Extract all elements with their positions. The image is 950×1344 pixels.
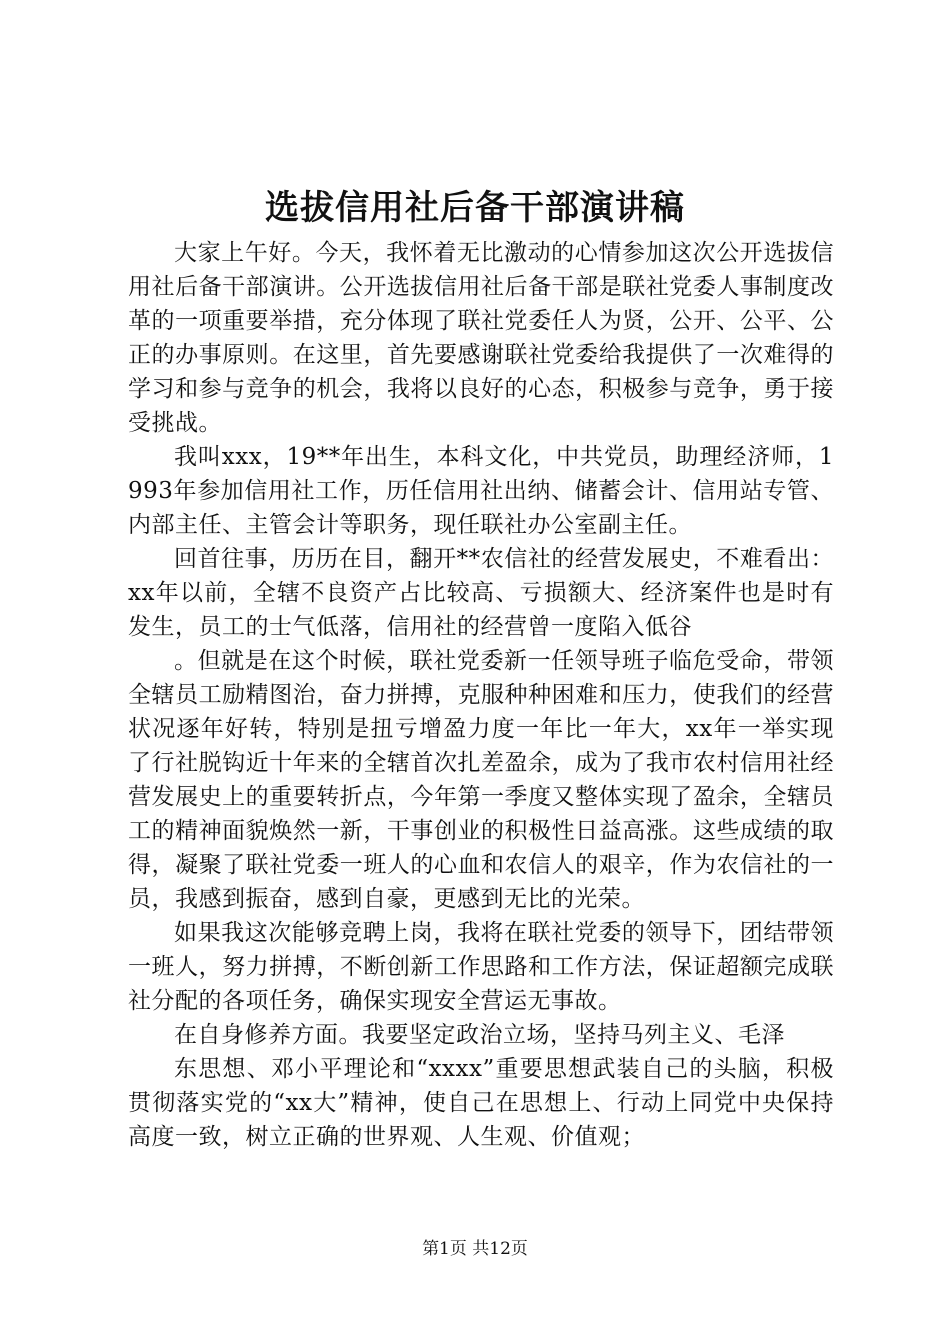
paragraph-ideology: 东思想、邓小平理论和“xxxx”重要思想武装自己的头脑，积极贯彻落实党的“xx大”精神，使自己在思想上、行动上同党中央保持高度一致，树立正确的世界观、人生观、价值观； <box>128 1056 834 1150</box>
paragraph-self-intro: 我叫xxx，19**年出生，本科文化，中共党员，助理经济师，1993年参加信用社工作，历任信用社出纳、储蓄会计、信用站专管、内部主任、主管会计等职务，现任联社办公室副主任。 <box>128 444 834 538</box>
paragraph-commitment: 如果我这次能够竞聘上岗，我将在联社党委的领导下，团结带领一班人，努力拼搏，不断创新工作思路和工作方法，保证超额完成联社分配的各项任务，确保实现安全营运无事故。 <box>128 920 834 1014</box>
paragraph-greeting: 大家上午好。今天，我怀着无比激动的心情参加这次公开选拔信用社后备干部演讲。公开选拔信用社后备干部是联社党委人事制度改革的一项重要举措，充分体现了联社党委任人为贤，公开、公平、公正的办事原则。在这里，首先要感谢联社党委给我提供了一次难得的学习和参与竞争的机会，我将以良好的心态，积极参与竞争，勇于接受挑战。 <box>128 240 834 436</box>
paragraph-history: 回首往事，历历在目，翻开**农信社的经营发展史，不难看出：xx年以前，全辖不良资产占比较高、亏损额大、经济案件也是时有发生，员工的士气低落，信用社的经营曾一度陷入低谷 <box>128 546 834 640</box>
paragraph-self-cultivation: 在自身修养方面。我要坚定政治立场，坚持马列主义、毛泽 <box>174 1022 785 1048</box>
paragraph-achievements: 。但就是在这个时候，联社党委新一任领导班子临危受命，带领全辖员工励精图治，奋力拼搏，克服种种困难和压力，使我们的经营状况逐年好转，特别是扭亏增盈力度一年比一年大，xx年一举实现了行社脱钩近十年来的全辖首次扎差盈余，成为了我市农村信用社经营发展史上的重要转折点，今年第一季度又整体实现了盈余，全辖员工的精神面貌焕然一新，干事创业的积极性日益高涨。这些成绩的取得，凝聚了联社党委一班人的心血和农信人的艰辛，作为农信社的一员，我感到振奋，感到自豪，更感到无比的光荣。 <box>128 648 834 912</box>
page-number-footer: 第1页 共12页 <box>422 1239 528 1259</box>
document-body <box>128 236 834 1154</box>
document-title: 选拔信用社后备干部演讲稿 <box>265 188 685 228</box>
